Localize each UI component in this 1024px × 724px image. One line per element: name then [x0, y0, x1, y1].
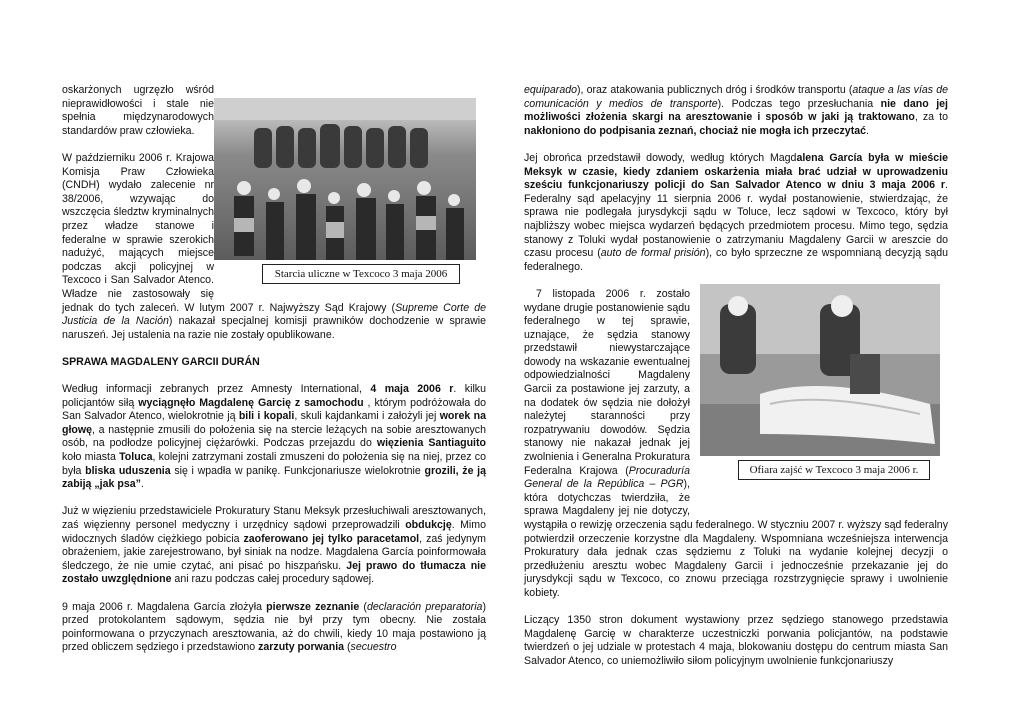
- paragraph-charges: equiparado), oraz atakowania publicznych dróg i środków transportu (ataque a las vías de comunicación y medios de transporte). Podczas tego przesłuchania nie dano jej możliwości złożenia skargi na aresztowanie i sposób w jaki ją traktowano, za to nakłoniono do podpisania zeznań, chociaż nie mogła ich przeczytać.: [524, 84, 949, 137]
- paragraph-arrest: Według informacji zebranych przez Amnesty International, 4 maja 2006 r. kilku policjantów siłą wyciągnęło Magdalenę Garcię z samochodu , którym podróżowała do San Salvador Atenco, wielokrotnie ją bili i kopali, skuli kajdankami i założyli jej worek na głowę, a następnie zmusili do położenia się na stercie leżących na sobie aresztowanych osób, na podłodze policyjnej ciężarówki. Podczas przejazdu do więzienia Santiaguito koło miasta Toluca, kolejni zatrzymani zostali zmuszeni do położenia się na niej, przez co była bliska uduszenia się i wpadła w panikę. Funkcjonariusze wielokrotnie grozili, że ją zabiją „jak psa”.: [62, 383, 486, 491]
- street-clash-image: [214, 98, 476, 260]
- paragraph-federal-court: 7 listopada 2006 r. zostało wydane drugie postanowienie sądu federalnego w tej sprawie, uznające, że sędzia stanowy przedstawił niewystarczające dowody na wskazanie ewentualnej odpowiedzialności Magdaleny Garcii za postawione jej zarzuty, a na dodatek ów sędzia nie dołożył należytej staranności przy rozpatrywaniu dowodów. Sędzia stanowy nie nakazał jednak jej zwolnienia i Generalna Prokuratura Federalna Krajowa (Procuraduría General de la República – PGR), która dotychczas twierdziła, że sprawa Magdaleny jej nie dotyczy, wystąpiła o rewizję orzeczenia sądu federalnego. W styczniu 2007 r. wyższy sąd federalny potwierdził orzeczenie korzystne dla Magdaleny. Wspomniana wcześniejsza interwencja Prokuratury dała jednak czas sędziemu z Toluki na wydanie kolejnej decyzji o przedłużeniu aresztu wobec Magdaleny Garcii i jednocześnie przekazanie jej do jurysdykcji sądu w Texcoco, co znowu przeciąga rozstrzygnięcie sprawy i uwolnienie kobiety.: [524, 287, 948, 599]
- caption-photo-2: Ofiara zajść w Texcoco 3 maja 2006 r.: [738, 460, 930, 480]
- paragraph-intro: oskarżonych ugrzęzło wśród nieprawidłowości i stale nie spełnia międzynarodowych standardów praw człowieka.: [62, 84, 214, 137]
- photo-victim: [700, 284, 940, 456]
- paragraph-cndh: W październiku 2006 r. Krajowa Komisja Praw Człowieka (CNDH) wydało zalecenie nr 38/2006, wzywając do wszczęcia śledztw kryminalnych przez władze stanowe i federalne w sprawie szerokich nadużyć, mających miejsce podczas akcji policyjnej w Texcoco i San Salvador Atenco. Władze nie zastosowały się jednak do tych zaleceń. W lutym 2007 r. Najwyższy Sąd Krajowy (Supreme Corte de Justicia de la Nación) nakazał specjalnej komisji prawników dochodzenie w sprawie naruszeń. Jej ustalenia na razie nie zostały opublikowane.: [62, 151, 486, 341]
- paragraph-document: Liczący 1350 stron dokument wystawiony przez sędziego stanowego przedstawia Magdalenę Garcię w charakterze uczestniczki porwania policjantów, na podstawie twierdzeń o jej udziale w protestach 4 maja, blokowaniu dostępu do centrum miasta San Salvador Atenco, co uniemożliwiło siłom policyjnym uwolnienie funkcjonariuszy: [524, 614, 948, 667]
- photo-street-clashes: [214, 98, 476, 260]
- paragraph-defense: Jej obrońca przedstawił dowody, według których Magdalena García była w mieście Meksyk w czasie, kiedy zdaniem oskarżenia miała brać udział w uprowadzeniu sześciu funkcjonariuszy policji do San Salvador Atenco w dniu 3 maja 2006 r. Federalny sąd apelacyjny 11 sierpnia 2006 r. wydał postanowienie, stwierdzając, że sprawa nie podlegała jurysdykcji sądu w Toluce, lecz sądowi w Texcoco, który był najbliższy wobec miejsca wydarzeń będących przedmiotem procesu. Mimo tego, sędzia stanowy z Toluki wydał postanowienie o zatrzymaniu Magdaleny Garcii w areszcie do czasu procesu (auto de formal prisión), co było sprzeczne ze wspomnianą decyzją sądu federalnego.: [524, 151, 948, 273]
- paragraph-prison: Już w więzieniu przedstawiciele Prokuratury Stanu Meksyk przesłuchiwali aresztowanych, zaś więzienny personel medyczny i urzędnicy sądowi przeprowadzili obdukcję. Mimo widocznych śladów ciężkiego pobicia zaoferowano jej tylko paracetamol, zaś jedynym obrażeniem, jakie zarejestrowano, był siniak na nodze. Magdalena García poinformowała śledczego, że nie umie czytać, ani pisać po hiszpańsku. Jej prawo do tłumacza nie zostało uwzględnione ani razu podczas całej procedury sądowej.: [62, 505, 487, 586]
- caption-photo-1: Starcia uliczne w Texcoco 3 maja 2006: [262, 264, 460, 284]
- victim-image: [700, 284, 940, 456]
- section-heading: SPRAWA MAGDALENY GARCII DURÁN: [62, 355, 260, 368]
- paragraph-testimony: 9 maja 2006 r. Magdalena García złożyła pierwsze zeznanie (declaración preparatoria) przed protokolantem sądowym, sędzia nie był przy tym obecny. Nie została poinformowana o przyczynach aresztowania, aż do chwili, kiedy 10 maja postawiono ją przed obliczem sędziego i przedstawiono zarzuty porwania (secuestro: [62, 600, 486, 654]
